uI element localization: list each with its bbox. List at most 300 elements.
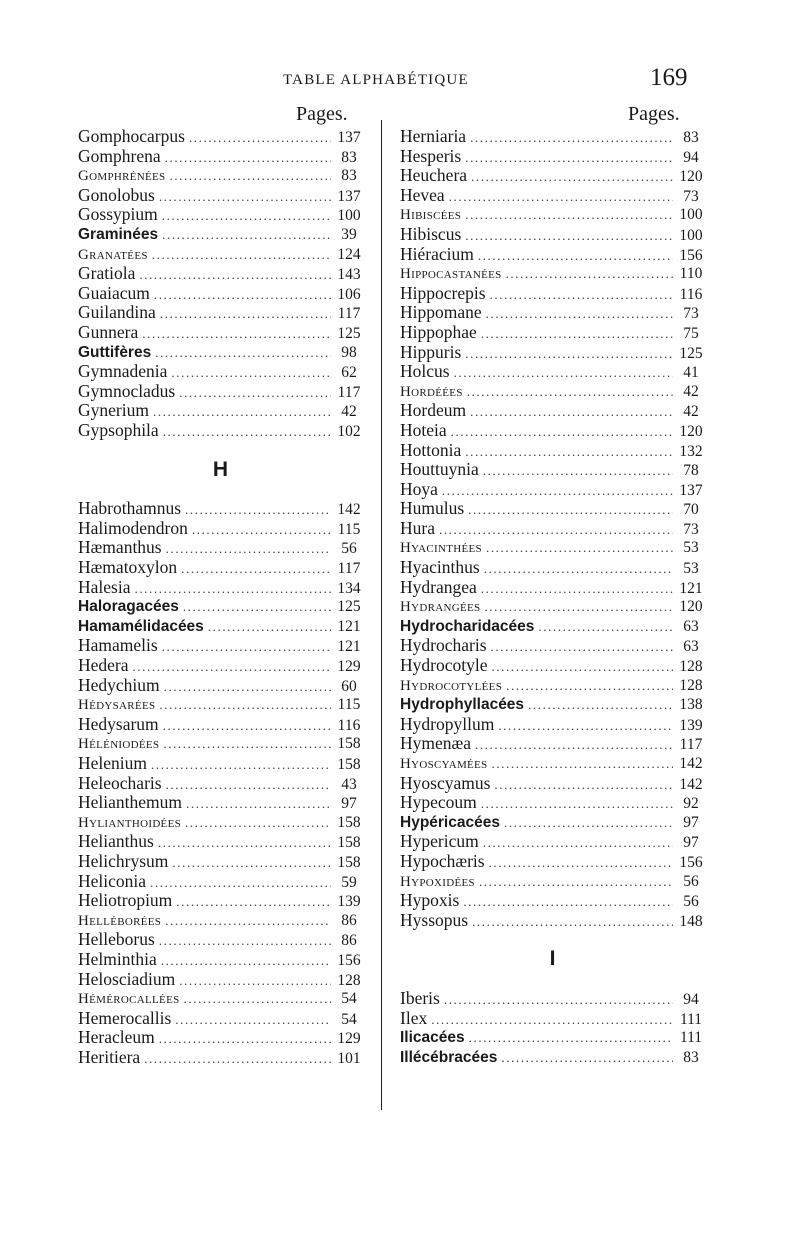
entry-page: 75 xyxy=(683,324,699,342)
dot-leader xyxy=(504,813,673,833)
dot-leader xyxy=(162,225,331,245)
entry-page: 128 xyxy=(679,658,703,676)
entry-page: 86 xyxy=(341,932,357,950)
entry-page: 106 xyxy=(337,285,361,303)
entry-name: Hamamelis xyxy=(78,635,158,656)
entry-page: 92 xyxy=(683,795,699,813)
entry-page: 97 xyxy=(683,834,699,852)
entry-name: Hypecoum xyxy=(400,792,477,813)
entry-name: Hippophae xyxy=(400,321,477,342)
dot-leader xyxy=(155,343,331,363)
entry-name: Hemerocallis xyxy=(78,1007,172,1028)
dot-leader xyxy=(484,597,673,617)
column-divider xyxy=(381,120,382,1110)
index-entry xyxy=(78,852,363,872)
entry-name: Gomphrena xyxy=(78,145,161,166)
dot-leader xyxy=(175,1010,331,1030)
entry-page: 139 xyxy=(679,716,703,734)
entry-page: 137 xyxy=(337,129,361,146)
entry-page: 102 xyxy=(337,422,361,440)
entry-name: Helianthus xyxy=(78,831,154,852)
page-number: 169 xyxy=(650,64,688,91)
dot-leader xyxy=(439,520,673,540)
entry-name: Graminées xyxy=(78,225,159,243)
index-entry xyxy=(400,558,705,578)
entry-name: Hamamélidacées xyxy=(78,617,204,635)
index-entry xyxy=(400,891,705,911)
entry-page: 83 xyxy=(683,1048,699,1066)
index-entry xyxy=(78,1009,363,1029)
entry-name: Hydrophyllacées xyxy=(400,696,525,714)
index-entry xyxy=(78,1048,363,1068)
index-entry xyxy=(400,872,705,892)
index-entry xyxy=(400,774,705,794)
dot-leader xyxy=(491,657,673,677)
entry-page: 129 xyxy=(337,1030,361,1048)
entry-name: Hesperis xyxy=(400,145,462,166)
index-entry xyxy=(400,166,705,186)
index-entry xyxy=(400,480,705,500)
dot-leader xyxy=(538,617,673,637)
entry-name: Hylianthoidées xyxy=(78,814,182,831)
entry-page: 83 xyxy=(341,148,357,166)
entry-page: 138 xyxy=(679,696,703,714)
dot-leader xyxy=(159,931,331,951)
entry-page: 143 xyxy=(337,266,361,284)
dot-leader xyxy=(471,167,673,187)
entry-name: Granatées xyxy=(78,246,148,263)
entry-page: 117 xyxy=(337,305,361,323)
entry-name: Hippocastanées xyxy=(400,266,502,283)
entry-name: Hymenæa xyxy=(400,733,471,754)
dot-leader xyxy=(484,559,673,579)
dot-leader xyxy=(463,892,673,912)
entry-page: 125 xyxy=(337,324,361,342)
entry-page: 137 xyxy=(337,187,361,205)
dot-leader xyxy=(165,148,331,168)
entry-page: 125 xyxy=(679,344,703,362)
index-entry xyxy=(78,401,363,421)
entry-page: 56 xyxy=(341,540,357,558)
entry-page: 125 xyxy=(337,598,361,616)
index-entry xyxy=(78,656,363,676)
index-entry xyxy=(400,715,705,735)
entry-name: Helléborées xyxy=(78,912,162,929)
dot-leader xyxy=(475,735,673,755)
entry-name: Gynerium xyxy=(78,400,149,421)
index-entry xyxy=(78,774,363,794)
entry-name: Hordéées xyxy=(400,383,463,400)
dot-leader xyxy=(208,617,331,637)
dot-leader xyxy=(498,716,673,736)
index-entry xyxy=(400,1028,705,1048)
entry-name: Hydrocotyle xyxy=(400,655,488,676)
dot-leader xyxy=(465,344,673,364)
entry-name: Gymnocladus xyxy=(78,380,176,401)
running-header: TABLE ALPHABÉTIQUE xyxy=(283,72,469,88)
entry-name: Hiéracium xyxy=(400,243,474,264)
dot-leader xyxy=(494,775,673,795)
entry-name: Hippomane xyxy=(400,302,482,323)
index-entry xyxy=(400,284,705,304)
entry-page: 98 xyxy=(341,343,357,361)
dot-leader xyxy=(483,833,673,853)
index-entry xyxy=(78,989,363,1009)
entry-name: Hura xyxy=(400,517,435,538)
index-entry xyxy=(78,970,363,990)
entry-page: 116 xyxy=(337,716,361,734)
dot-leader xyxy=(171,363,331,383)
index-entry xyxy=(78,715,363,735)
entry-name: Ilex xyxy=(400,1007,428,1028)
entry-page: 110 xyxy=(679,265,703,283)
entry-name: Hæmatoxylon xyxy=(78,557,178,578)
index-entry xyxy=(400,245,705,265)
index-entry xyxy=(400,1009,705,1029)
entry-page: 78 xyxy=(683,462,699,480)
entry-page: 158 xyxy=(337,756,361,774)
index-entry xyxy=(400,676,705,696)
index-entry xyxy=(78,264,363,284)
entry-page: 42 xyxy=(341,403,357,421)
entry-name: Halimodendron xyxy=(78,517,188,538)
index-entry xyxy=(400,989,705,1009)
dot-leader xyxy=(468,500,673,520)
dot-leader xyxy=(169,166,331,186)
index-entry xyxy=(78,323,363,343)
right-index-column xyxy=(400,127,705,1068)
dot-leader xyxy=(183,597,331,617)
index-entry xyxy=(400,343,705,363)
dot-leader xyxy=(165,911,331,931)
entry-page: 121 xyxy=(679,579,703,597)
entry-page: 139 xyxy=(337,893,361,911)
index-entry xyxy=(78,127,363,147)
entry-name: Heracleum xyxy=(78,1027,155,1048)
index-entry xyxy=(78,186,363,206)
index-entry xyxy=(400,205,705,225)
dot-leader xyxy=(465,226,673,246)
dot-leader xyxy=(470,402,673,422)
entry-page: 53 xyxy=(683,560,699,578)
entry-name: Hydropyllum xyxy=(400,713,495,734)
entry-page: 42 xyxy=(683,403,699,421)
entry-name: Helenium xyxy=(78,753,148,774)
index-entry xyxy=(400,147,705,167)
entry-page: 100 xyxy=(679,206,703,224)
dot-leader xyxy=(144,1049,331,1069)
entry-page: 111 xyxy=(679,1010,703,1028)
entry-name: Gypsophila xyxy=(78,419,159,440)
entry-page: 97 xyxy=(341,795,357,813)
dot-leader xyxy=(478,246,673,266)
entry-name: Ilicacées xyxy=(400,1029,465,1047)
dot-leader xyxy=(465,148,673,168)
index-entry xyxy=(78,930,363,950)
entry-name: Humulus xyxy=(400,498,465,519)
dot-leader xyxy=(506,264,673,284)
index-entry xyxy=(78,578,363,598)
dot-leader xyxy=(186,794,331,814)
entry-name: Gunnera xyxy=(78,321,139,342)
entry-name: Hyoscyamus xyxy=(400,772,491,793)
entry-page: 117 xyxy=(337,383,361,401)
dot-leader xyxy=(184,989,331,1009)
index-entry xyxy=(78,343,363,363)
entry-name: Hyssopus xyxy=(400,909,469,930)
entry-page: 59 xyxy=(341,873,357,891)
index-entry xyxy=(78,1028,363,1048)
index-entry xyxy=(78,382,363,402)
entry-page: 158 xyxy=(337,813,361,831)
entry-name: Hydrocharis xyxy=(400,635,487,656)
dot-leader xyxy=(486,304,673,324)
index-entry xyxy=(400,734,705,754)
dot-leader xyxy=(151,755,331,775)
entry-name: Hyoscyamées xyxy=(400,756,488,772)
entry-page: 86 xyxy=(341,911,357,929)
dot-leader xyxy=(189,128,331,148)
index-entry xyxy=(78,734,363,754)
entry-name: Illécébracées xyxy=(400,1048,498,1066)
entry-name: Hypoxis xyxy=(400,890,460,911)
index-entry xyxy=(78,147,363,167)
index-entry xyxy=(400,362,705,382)
entry-page: 156 xyxy=(337,951,361,969)
dot-leader xyxy=(465,442,673,462)
section-letter-heading: H xyxy=(212,457,229,481)
dot-leader xyxy=(431,1010,673,1030)
entry-page: 60 xyxy=(341,677,357,695)
entry-page: 117 xyxy=(679,736,703,754)
dot-leader xyxy=(134,579,331,599)
entry-page: 73 xyxy=(683,187,699,205)
entry-name: Héléniodées xyxy=(78,736,160,753)
entry-page: 42 xyxy=(683,382,699,400)
index-entry xyxy=(78,166,363,186)
dot-leader xyxy=(166,775,331,795)
entry-name: Hedychium xyxy=(78,674,160,695)
index-entry xyxy=(400,401,705,421)
entry-name: Hydrangées xyxy=(400,599,481,616)
entry-page: 128 xyxy=(679,676,703,694)
index-entry xyxy=(78,832,363,852)
entry-name: Guttifères xyxy=(78,343,152,361)
entry-page: 63 xyxy=(683,638,699,656)
dot-leader xyxy=(160,304,331,324)
section-letter-heading: I xyxy=(549,947,556,971)
index-entry xyxy=(78,303,363,323)
index-entry xyxy=(400,441,705,461)
index-entry xyxy=(400,538,705,558)
entry-name: Hordeum xyxy=(400,400,467,421)
entry-name: Gomphrénées xyxy=(78,168,166,185)
index-entry xyxy=(78,636,363,656)
entry-name: Heliconia xyxy=(78,870,147,891)
entry-name: Hydrocotylées xyxy=(400,677,503,694)
entry-name: Hypoxidées xyxy=(400,873,475,890)
dot-leader xyxy=(472,912,673,932)
index-entry xyxy=(78,911,363,931)
entry-page: 142 xyxy=(679,755,703,772)
entry-name: Gratiola xyxy=(78,263,136,284)
index-entry xyxy=(400,578,705,598)
entry-page: 137 xyxy=(679,481,703,499)
dot-leader xyxy=(152,245,331,265)
entry-page: 73 xyxy=(683,305,699,323)
index-entry xyxy=(400,852,705,872)
entry-page: 158 xyxy=(337,735,361,753)
dot-leader xyxy=(479,872,673,892)
entry-page: 73 xyxy=(683,520,699,538)
dot-leader xyxy=(164,677,331,697)
dot-leader xyxy=(454,363,673,383)
entry-name: Guilandina xyxy=(78,302,156,323)
index-entry xyxy=(78,950,363,970)
entry-name: Halesia xyxy=(78,576,131,597)
index-entry xyxy=(78,362,363,382)
index-entry xyxy=(400,911,705,931)
dot-leader xyxy=(179,383,331,403)
entry-name: Heliotropium xyxy=(78,890,173,911)
index-entry xyxy=(400,754,705,774)
entry-page: 115 xyxy=(337,520,361,538)
entry-name: Hyacinthées xyxy=(400,540,482,557)
dot-leader xyxy=(489,853,673,873)
dot-leader xyxy=(451,422,673,442)
entry-name: Gomphocarpus xyxy=(78,126,185,146)
entry-name: Hæmanthus xyxy=(78,537,162,558)
entry-name: Hibiscus xyxy=(400,223,462,244)
dot-leader xyxy=(153,402,331,422)
entry-name: Hoya xyxy=(400,478,438,499)
entry-page: 94 xyxy=(683,991,699,1009)
entry-name: Gossypium xyxy=(78,204,158,225)
index-entry xyxy=(78,597,363,617)
entry-name: Hippocrepis xyxy=(400,282,486,303)
left-pages-heading: Pages. xyxy=(296,103,348,125)
entry-page: 70 xyxy=(683,501,699,519)
entry-page: 158 xyxy=(337,853,361,871)
entry-page: 43 xyxy=(341,775,357,793)
index-entry xyxy=(400,519,705,539)
entry-name: Hydrocharidacées xyxy=(400,617,535,635)
entry-page: 121 xyxy=(337,638,361,656)
entry-page: 117 xyxy=(337,560,361,578)
dot-leader xyxy=(162,206,331,226)
entry-name: Haloragacées xyxy=(78,598,179,616)
entry-page: 54 xyxy=(341,1010,357,1028)
dot-leader xyxy=(158,833,331,853)
entry-name: Helianthemum xyxy=(78,792,183,813)
entry-name: Helichrysum xyxy=(78,850,169,871)
entry-page: 120 xyxy=(679,422,703,440)
entry-page: 128 xyxy=(337,971,361,989)
dot-leader xyxy=(483,461,673,481)
entry-page: 41 xyxy=(683,364,699,382)
dot-leader xyxy=(481,794,673,814)
index-entry xyxy=(400,695,705,715)
entry-name: Heritiera xyxy=(78,1046,141,1067)
index-entry xyxy=(78,499,363,519)
entry-name: Hedera xyxy=(78,655,129,676)
entry-page: 54 xyxy=(341,990,357,1008)
index-entry xyxy=(78,754,363,774)
dot-leader xyxy=(163,716,331,736)
entry-page: 115 xyxy=(337,696,361,714)
dot-leader xyxy=(176,892,331,912)
entry-name: Holcus xyxy=(400,361,450,382)
index-entry xyxy=(400,656,705,676)
entry-name: Guaiacum xyxy=(78,282,150,303)
index-entry xyxy=(78,891,363,911)
index-entry xyxy=(400,597,705,617)
dot-leader xyxy=(444,990,673,1010)
dot-leader xyxy=(139,265,331,285)
dot-leader xyxy=(150,873,331,893)
index-entry xyxy=(78,421,363,441)
dot-leader xyxy=(159,695,331,715)
dot-leader xyxy=(442,481,673,501)
entry-page: 116 xyxy=(679,285,703,303)
entry-page: 120 xyxy=(679,598,703,616)
entry-page: 134 xyxy=(337,579,361,597)
index-entry xyxy=(78,676,363,696)
dot-leader xyxy=(481,579,673,599)
dot-leader xyxy=(161,951,331,971)
entry-name: Hypericum xyxy=(400,831,479,852)
index-entry xyxy=(78,205,363,225)
index-entry xyxy=(400,617,705,637)
dot-leader xyxy=(528,695,673,715)
dot-leader xyxy=(467,382,673,402)
entry-name: Hydrangea xyxy=(400,576,477,597)
dot-leader xyxy=(163,734,331,754)
entry-page: 132 xyxy=(679,442,703,460)
entry-name: Helminthia xyxy=(78,948,157,969)
entry-name: Hyacinthus xyxy=(400,557,480,578)
left-index-column xyxy=(78,127,363,1068)
index-entry xyxy=(400,225,705,245)
dot-leader xyxy=(172,853,331,873)
entry-name: Hémérocallées xyxy=(78,991,180,1008)
entry-name: Helosciadium xyxy=(78,968,176,989)
index-entry xyxy=(400,1048,705,1068)
entry-name: Heuchera xyxy=(400,165,468,186)
dot-leader xyxy=(449,187,673,207)
index-entry xyxy=(78,225,363,245)
entry-page: 111 xyxy=(679,1029,703,1047)
dot-leader xyxy=(166,539,331,559)
entry-page: 156 xyxy=(679,246,703,264)
entry-name: Iberis xyxy=(400,988,440,1009)
index-entry xyxy=(78,872,363,892)
index-entry xyxy=(400,186,705,206)
dot-leader xyxy=(491,754,673,774)
entry-name: Gymnadenia xyxy=(78,361,168,382)
entry-name: Gonolobus xyxy=(78,184,155,205)
entry-name: Herniaria xyxy=(400,126,467,146)
index-entry xyxy=(400,264,705,284)
dot-leader xyxy=(181,559,331,579)
entry-page: 158 xyxy=(337,834,361,852)
dot-leader xyxy=(501,1048,673,1068)
entry-page: 56 xyxy=(683,893,699,911)
entry-name: Hypéricacées xyxy=(400,813,500,831)
index-entry xyxy=(400,832,705,852)
dot-leader xyxy=(481,324,673,344)
entry-page: 101 xyxy=(337,1049,361,1067)
